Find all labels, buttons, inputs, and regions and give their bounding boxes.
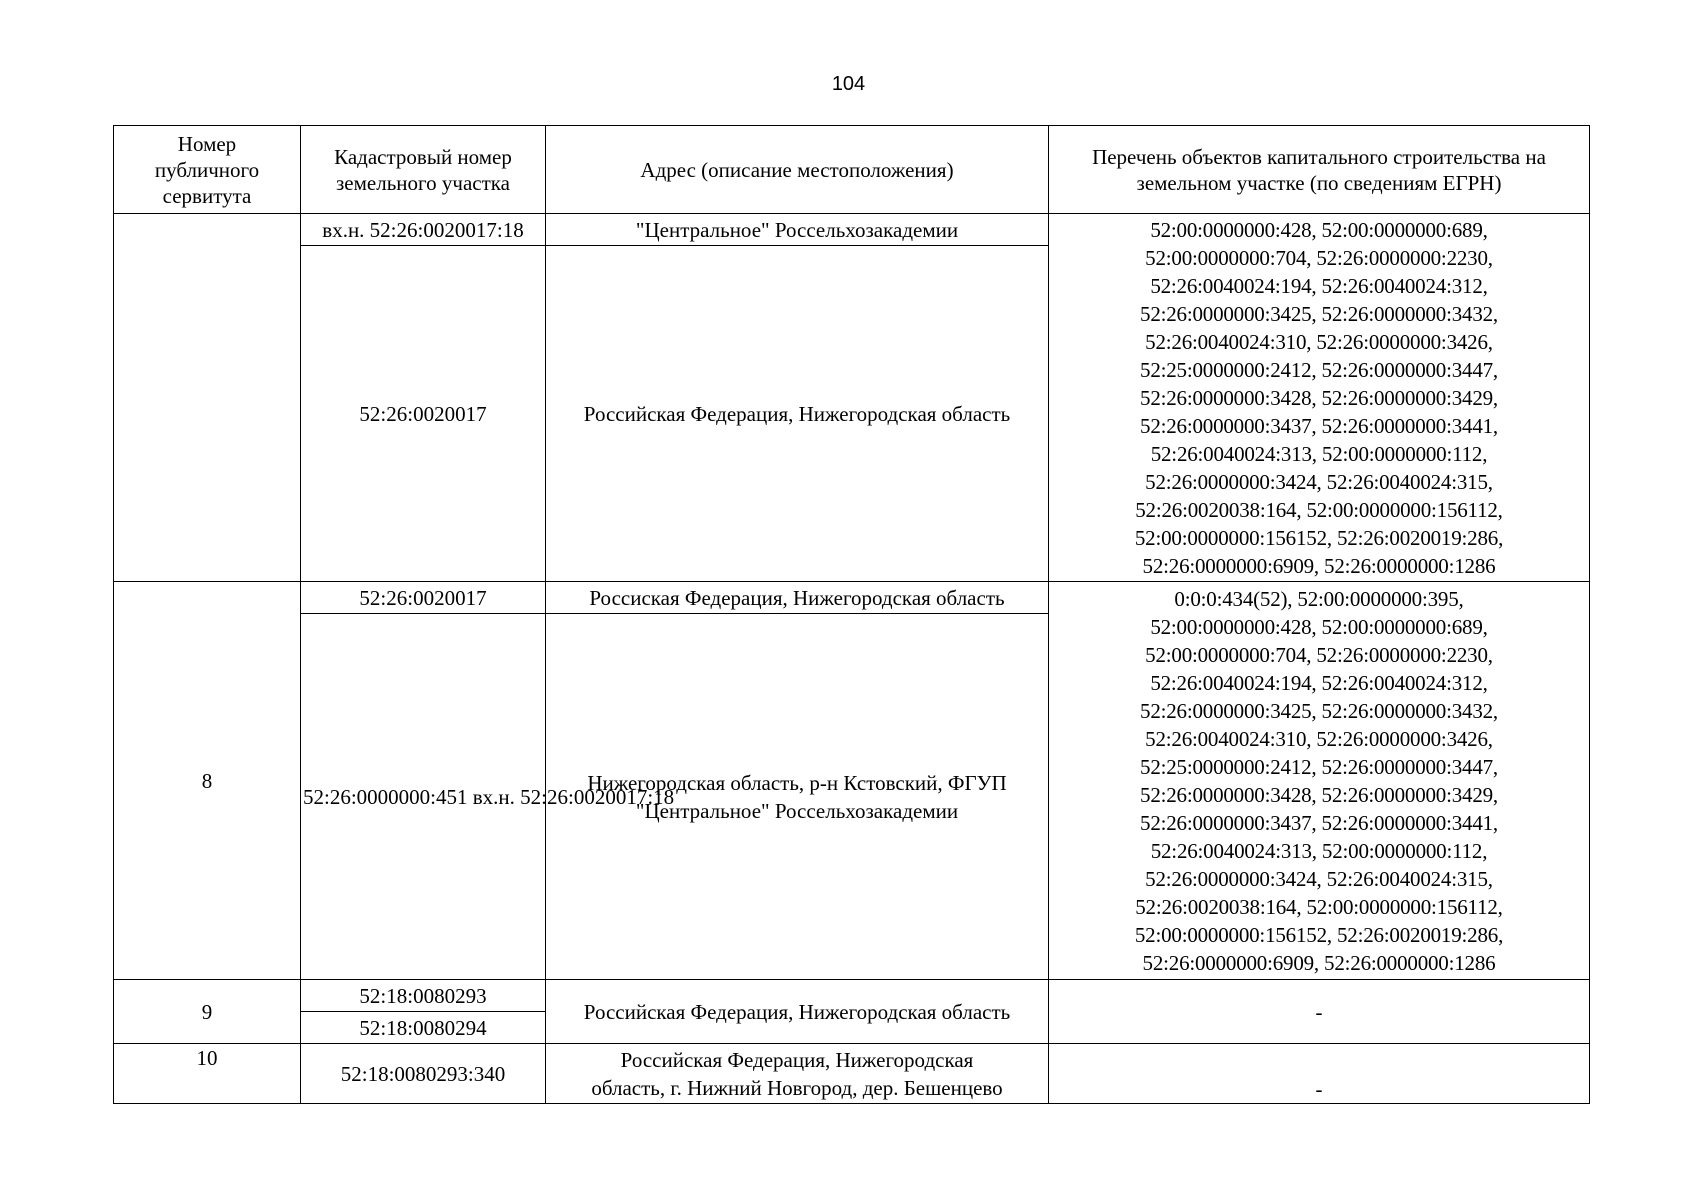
header-row	[114, 126, 1590, 214]
address-cell: Россиская Федерация, Нижегородская область	[546, 582, 1049, 614]
table-row	[114, 582, 1590, 614]
address-cell: Российская Федерация, Нижегородская область, г. Нижний Новгород, дер. Бешенцево	[546, 1044, 1049, 1104]
address-cell: Российская Федерация, Нижегородская область	[546, 980, 1049, 1044]
cadastral-cell: 52:26:0020017	[301, 582, 546, 614]
servitude-number-cell: 10	[114, 1044, 301, 1104]
servitude-number-cell: 8	[114, 582, 301, 980]
cadastral-cell: 52:26:0000000:451 вх.н. 52:26:0020017:18	[301, 614, 546, 980]
header-servitude-number: Номер публичного сервитута	[114, 126, 301, 214]
header-objects-list: Перечень объектов капитального строительства на земельном участке (по сведениям ЕГРН)	[1049, 126, 1590, 214]
address-cell: "Центральное" Россельхозакадемии	[546, 214, 1049, 246]
table-row	[114, 980, 1590, 1012]
servitude-number-cell	[114, 214, 301, 582]
cadastral-cell: вх.н. 52:26:0020017:18	[301, 214, 546, 246]
table-row	[114, 1044, 1590, 1104]
page-number: 104	[831, 73, 866, 95]
servitude-number-cell: 9	[114, 980, 301, 1044]
servitude-table	[113, 125, 1590, 1104]
cadastral-cell: 52:18:0080293:340	[301, 1044, 546, 1104]
objects-cell: -	[1049, 1044, 1590, 1104]
cadastral-cell: 52:18:0080293	[301, 980, 546, 1012]
header-cadastral-number: Кадастровый номер земельного участка	[301, 126, 546, 214]
address-cell: Российская Федерация, Нижегородская область	[546, 246, 1049, 582]
cadastral-cell: 52:26:0020017	[301, 246, 546, 582]
table-row	[114, 214, 1590, 246]
objects-cell: 52:00:0000000:428, 52:00:0000000:689, 52:00:0000000:704, 52:26:0000000:2230, 52:26:0040024:194, 52:26:0040024:312, 52:26:0000000:3425, 52:26:0000000:3432, 52:26:0040024:310, 52:26:0000000:3426, 52:25:0000000:2412, 52:26:0000000:3447, 52:26:0000000:3428, 52:26:0000000:3429, 52:26:0000000:3437, 52:26:0000000:3441, 52:26:0040024:313, 52:00:0000000:112, 52:26:0000000:3424, 52:26:0040024:315, 52:26:0020038:164, 52:00:0000000:156112, 52:00:0000000:156152, 52:26:0020019:286, 52:26:0000000:6909, 52:26:0000000:1286	[1049, 214, 1590, 582]
header-address: Адрес (описание местоположения)	[546, 126, 1049, 214]
cadastral-cell: 52:18:0080294	[301, 1012, 546, 1044]
address-cell: Нижегородская область, р-н Кстовский, ФГУП "Центральное" Россельхозакадемии	[546, 614, 1049, 980]
objects-cell: -	[1049, 980, 1590, 1044]
objects-cell: 0:0:0:434(52), 52:00:0000000:395, 52:00:0000000:428, 52:00:0000000:689, 52:00:0000000:704, 52:26:0000000:2230, 52:26:0040024:194, 52:26:0040024:312, 52:26:0000000:3425, 52:26:0000000:3432, 52:26:0040024:310, 52:26:0000000:3426, 52:25:0000000:2412, 52:26:0000000:3447, 52:26:0000000:3428, 52:26:0000000:3429, 52:26:0000000:3437, 52:26:0000000:3441, 52:26:0040024:313, 52:00:0000000:112, 52:26:0000000:3424, 52:26:0040024:315, 52:26:0020038:164, 52:00:0000000:156112, 52:00:0000000:156152, 52:26:0020019:286, 52:26:0000000:6909, 52:26:0000000:1286	[1049, 582, 1590, 980]
